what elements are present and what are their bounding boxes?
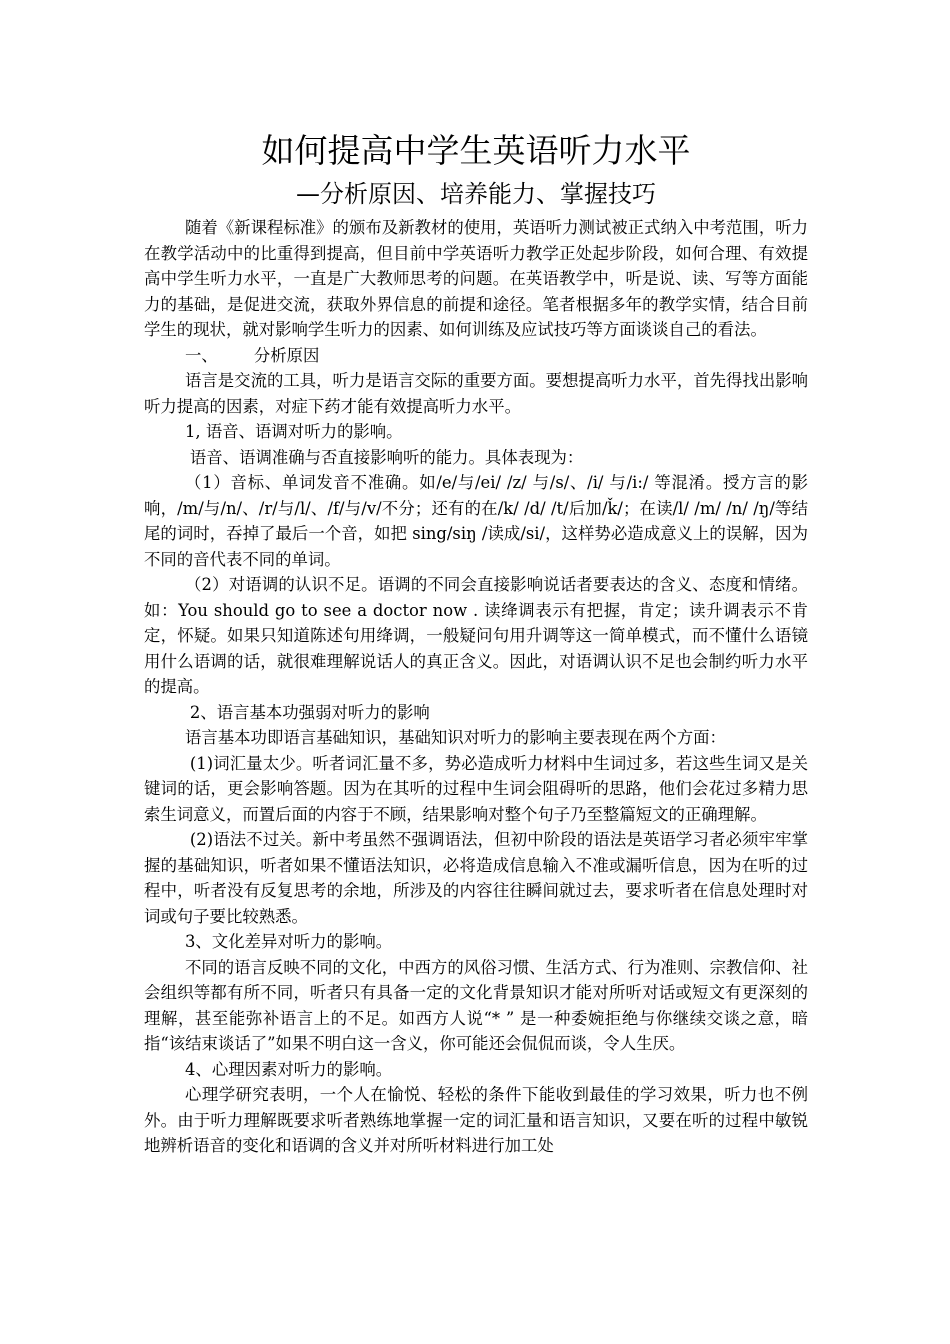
paragraph: 语言是交流的工具，听力是语言交际的重要方面。要想提高听力水平，首先得找出影响听力提高的因素，对症下药才能有效提高听力水平。: [144, 371, 808, 416]
document-page: [144, 128, 808, 1159]
intro-paragraph: 随着《新课程标准》的颁布及新教材的使用，英语听力测试被正式纳入中考范围，听力在教学活动中的比重得到提高，但目前中学英语听力教学正处起步阶段，如何合理、有效提高中学生听力水平，一直是广大教师思考的问题。在英语教学中，听是说、读、写等方面能力的基础，是促进交流，获取外界信息的前提和途径。笔者根据多年的教学实情，结合目前学生的现状，就对影响学生听力的因素、如何训练及应试技巧等方面谈谈自己的看法。: [144, 218, 808, 339]
section-number: 一、: [185, 345, 218, 365]
paragraph: （2）对语调的认识不足。语调的不同会直接影响说话者要表达的含义、态度和情绪。如：You should go to see a doctor now . 读绛调表示有把握，肯定；读升调表示不肯定，怀疑。如果只知道陈述句用绛调，一般疑问句用升调等这一简单模式，而不懂什么语镜用什么语调的话，就很难理解说话人的真正含义。因此，对语调认识不足也会制约听力水平的提高。: [144, 575, 808, 696]
document-body: [144, 215, 808, 1159]
paragraph: 语音、语调准确与否直接影响听的能力。具体表现为：: [189, 447, 584, 467]
subheading-basic-skills: 2、语言基本功强弱对听力的影响: [189, 702, 430, 722]
subheading-culture: 3、文化差异对听力的影响。: [185, 932, 393, 951]
paragraph: 语言基本功即语言基础知识，基础知识对听力的影响主要表现在两个方面：: [185, 728, 726, 747]
subheading-psychology: 4、心理因素对听力的影响。: [185, 1059, 393, 1079]
document-title: 如何提高中学生英语听力水平: [261, 131, 691, 170]
section-label: 分析原因: [253, 345, 320, 365]
paragraph: 不同的语言反映不同的文化，中西方的风俗习惯、生活方式、行为准则、宗教信仰、社会组织等都有所不同，听者只有具备一定的文化背景知识才能对所听对话或短文有更深刻的理解，甚至能弥补语言上的不足。如西方人说“* ” 是一种委婉拒绝与你继续交谈之意，暗指“该结束谈话了”如果不明白这一含义，你可能还会侃侃而谈，令人生厌。: [144, 957, 808, 1053]
section-heading-analysis: [144, 343, 808, 369]
subheading-pronunciation: 1, 语音、语调对听力的影响。: [185, 422, 403, 441]
paragraph: （1）音标、单词发音不准确。如/e/与/ei/ /z/ 与/s/、/i/ 与/i:/ 等混淆。授方言的影响，/m/与/n/、/r/与/l/、/f/与/v/不分；还有的在/k/ /d/ /t/后加/ǩ/；在读/l/ /m/ /n/ /ŋ/等结尾的词时，吞掉了最后一个音，如把 sing/siŋ /读成/si/，这样势必造成意义上的误解，因为不同的音代表不同的单词。: [144, 473, 808, 569]
paragraph: (2)语法不过关。新中考虽然不强调语法，但初中阶段的语法是英语学习者必须牢牢掌握的基础知识，听者如果不懂语法知识，必将造成信息输入不准或漏听信息，因为在听的过程中，听者没有反复思考的余地，所涉及的内容往往瞬间就过去，要求听者在信息处理时对词或句子要比较熟悉。: [144, 830, 808, 926]
document-subtitle: —分析原因、培养能力、掌握技巧: [296, 180, 656, 208]
paragraph: 心理学研究表明，一个人在愉悦、轻松的条件下能收到最佳的学习效果，听力也不例外。由于听力理解既要求听者熟练地掌握一定的词汇量和语言知识，又要在听的过程中敏锐地辨析语音的变化和语调的含义并对所听材料进行加工处: [144, 1085, 808, 1155]
paragraph: (1)词汇量太少。听者词汇量不多，势必造成听力材料中生词过多，若这些生词又是关键词的话，更会影响答题。因为在其听的过程中生词会阻碍听的思路，他们会花过多精力思索生词意义，而置后面的内容于不顾，结果影响对整个句子乃至整篇短文的正确理解。: [144, 753, 808, 824]
